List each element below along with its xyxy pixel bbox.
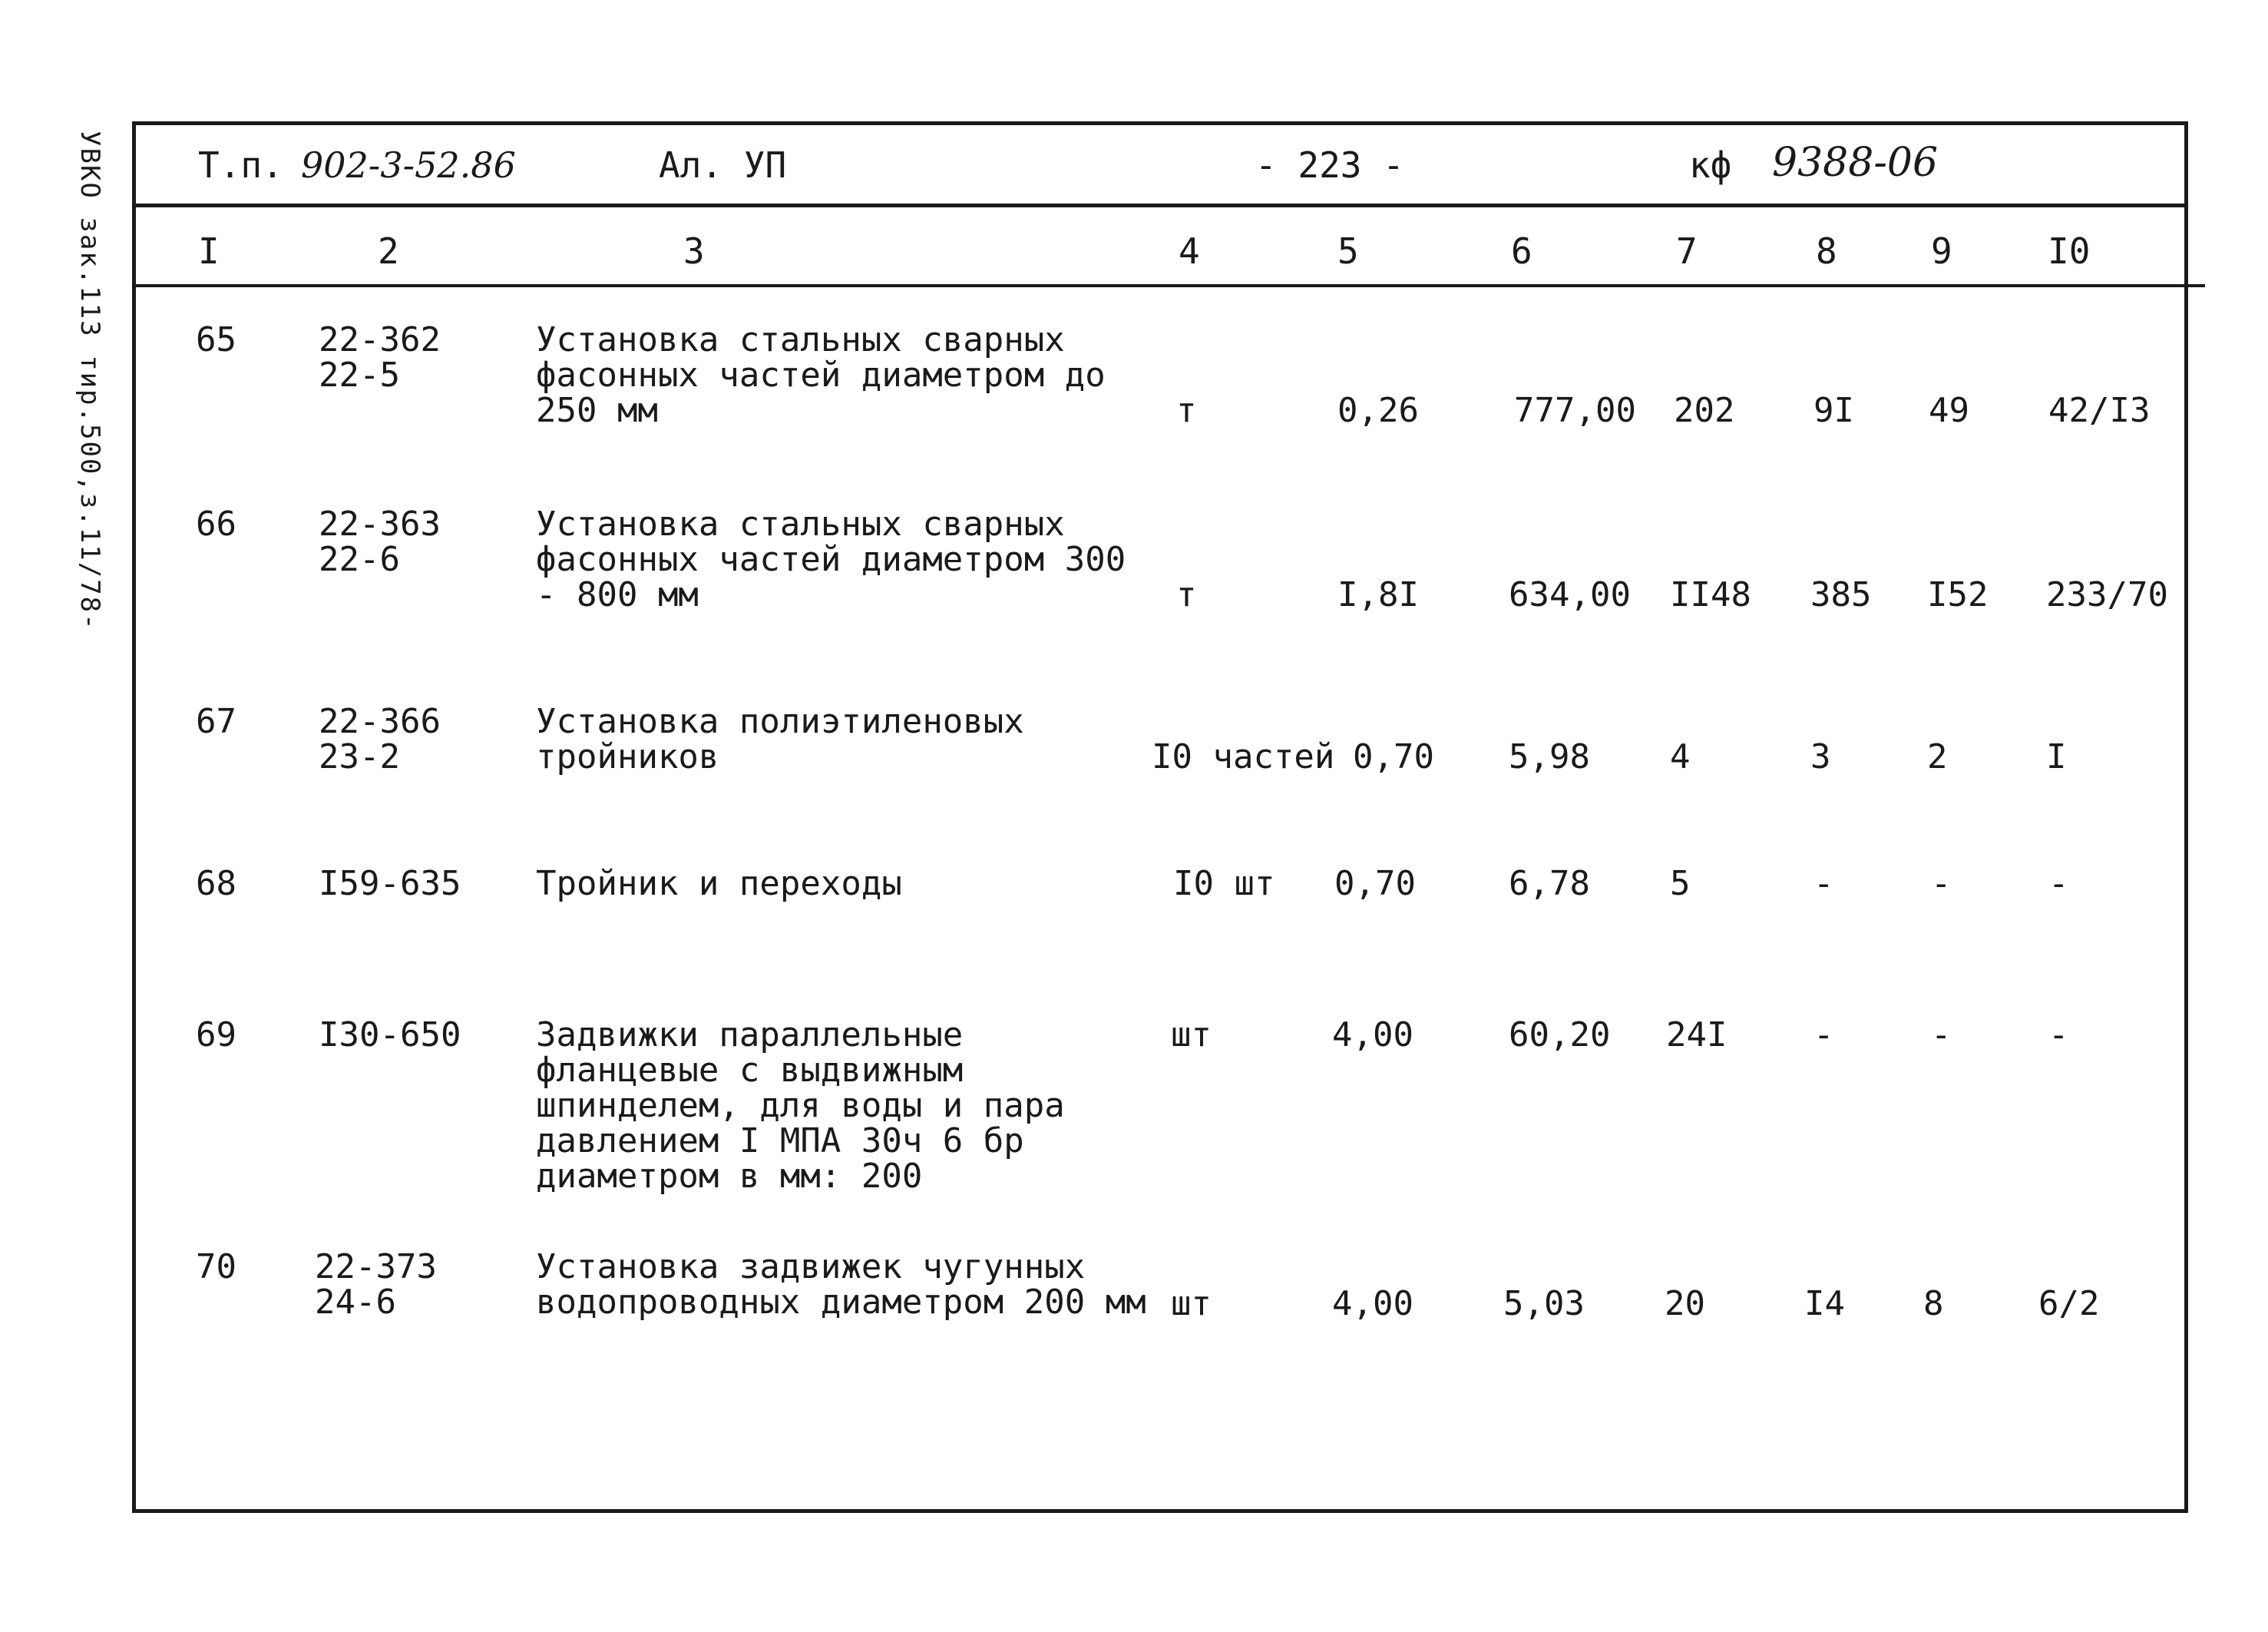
column-9-value: - [1931,864,1952,903]
price-code-secondary: 23-2 [319,737,400,776]
project-label: Т.п. [198,144,283,186]
column-heading-1: I [198,230,220,272]
column-10-value: I [2046,737,2067,776]
column-8-value: I4 [1804,1284,1845,1323]
unit-price: 6,78 [1509,864,1590,903]
column-10-value: 42/I3 [2048,391,2151,430]
quantity: 0,26 [1337,391,1419,430]
column-9-value: 49 [1929,391,1969,430]
row-number: 70 [196,1247,236,1286]
column-header-divider [132,284,2205,287]
row-number: 66 [196,505,236,544]
unit: т [1176,575,1197,614]
column-heading-8: 8 [1816,230,1837,272]
column-10-value: - [2048,1015,2069,1054]
quantity: I,8I [1337,575,1419,614]
column-8-value: 3 [1810,737,1831,776]
column-10-value: - [2048,864,2069,903]
column-9-value: 8 [1923,1284,1944,1323]
doc-code-number: 9388-06 [1772,140,1939,186]
column-10-value: 233/70 [2046,575,2168,614]
work-description: Установка стальных сварных фасонных частей диаметром до 250 мм [536,320,1106,430]
column-heading-10: I0 [2048,230,2091,272]
column-7-value: 5 [1670,864,1691,903]
row-number: 68 [196,864,236,903]
price-code-primary: I30-650 [319,1015,461,1054]
row-number: 65 [196,320,236,359]
column-8-value: - [1813,864,1834,903]
column-heading-7: 7 [1676,230,1698,272]
column-7-value: II48 [1670,575,1751,614]
price-code-secondary: 22-5 [319,356,400,395]
column-7-value: 4 [1670,737,1691,776]
column-heading-3: 3 [683,230,705,272]
quantity: 4,00 [1332,1015,1413,1054]
column-7-value: 24I [1666,1015,1727,1054]
unit: I0 шт [1173,864,1275,903]
column-heading-6: 6 [1511,230,1532,272]
quantity: 0,70 [1353,737,1434,776]
column-10-value: 6/2 [2038,1284,2100,1323]
unit-price: 5,03 [1503,1284,1585,1323]
work-description: Установка полиэтиленовых тройников [536,702,1024,776]
margin-print-note: УВКО зак.113 тир.500,з.11/78- [74,131,105,631]
unit-price: 60,20 [1509,1015,1611,1054]
price-code-primary: 22-363 [319,505,441,544]
price-code-primary: 22-373 [315,1247,437,1286]
work-description: Задвижки параллельные фланцевые с выдвижным шпинделем, для воды и пара давлением I МПА 30ч 6 бр диаметром в мм: 200 [536,1015,1065,1196]
quantity: 0,70 [1334,864,1416,903]
page-number: - 223 - [1255,144,1404,186]
column-9-value: I52 [1927,575,1989,614]
unit: т [1176,391,1197,430]
project-number: 902-3-52.86 [301,144,516,186]
quantity: 4,00 [1332,1284,1413,1323]
column-9-value: - [1931,1015,1952,1054]
album-label: Ал. УП [659,144,787,186]
work-description: Установка стальных сварных фасонных частей диаметром 300 - 800 мм [536,505,1126,614]
price-code-secondary: 22-6 [319,540,400,579]
row-number: 67 [196,702,236,741]
column-7-value: 20 [1665,1284,1705,1323]
column-heading-9: 9 [1931,230,1952,272]
unit: шт [1171,1284,1212,1323]
unit: I0 частей [1152,737,1335,776]
doc-code-prefix: кф [1689,144,1732,186]
work-description: Установка задвижек чугунных водопроводных диаметром 200 мм [536,1247,1146,1322]
unit-price: 5,98 [1509,737,1590,776]
column-8-value: 9I [1813,391,1854,430]
column-heading-2: 2 [378,230,399,272]
work-description: Тройник и переходы [536,864,902,903]
price-code-primary: 22-362 [319,320,441,359]
column-8-value: - [1813,1015,1834,1054]
unit-price: 634,00 [1509,575,1631,614]
unit: шт [1171,1015,1212,1054]
column-8-value: 385 [1810,575,1872,614]
price-code-primary: I59-635 [319,864,461,903]
column-heading-4: 4 [1179,230,1200,272]
row-number: 69 [196,1015,236,1054]
header-divider [132,204,2188,207]
column-9-value: 2 [1927,737,1948,776]
column-heading-5: 5 [1337,230,1359,272]
price-code-primary: 22-366 [319,702,441,741]
unit-price: 777,00 [1514,391,1636,430]
column-7-value: 202 [1674,391,1735,430]
price-code-secondary: 24-6 [315,1283,396,1322]
